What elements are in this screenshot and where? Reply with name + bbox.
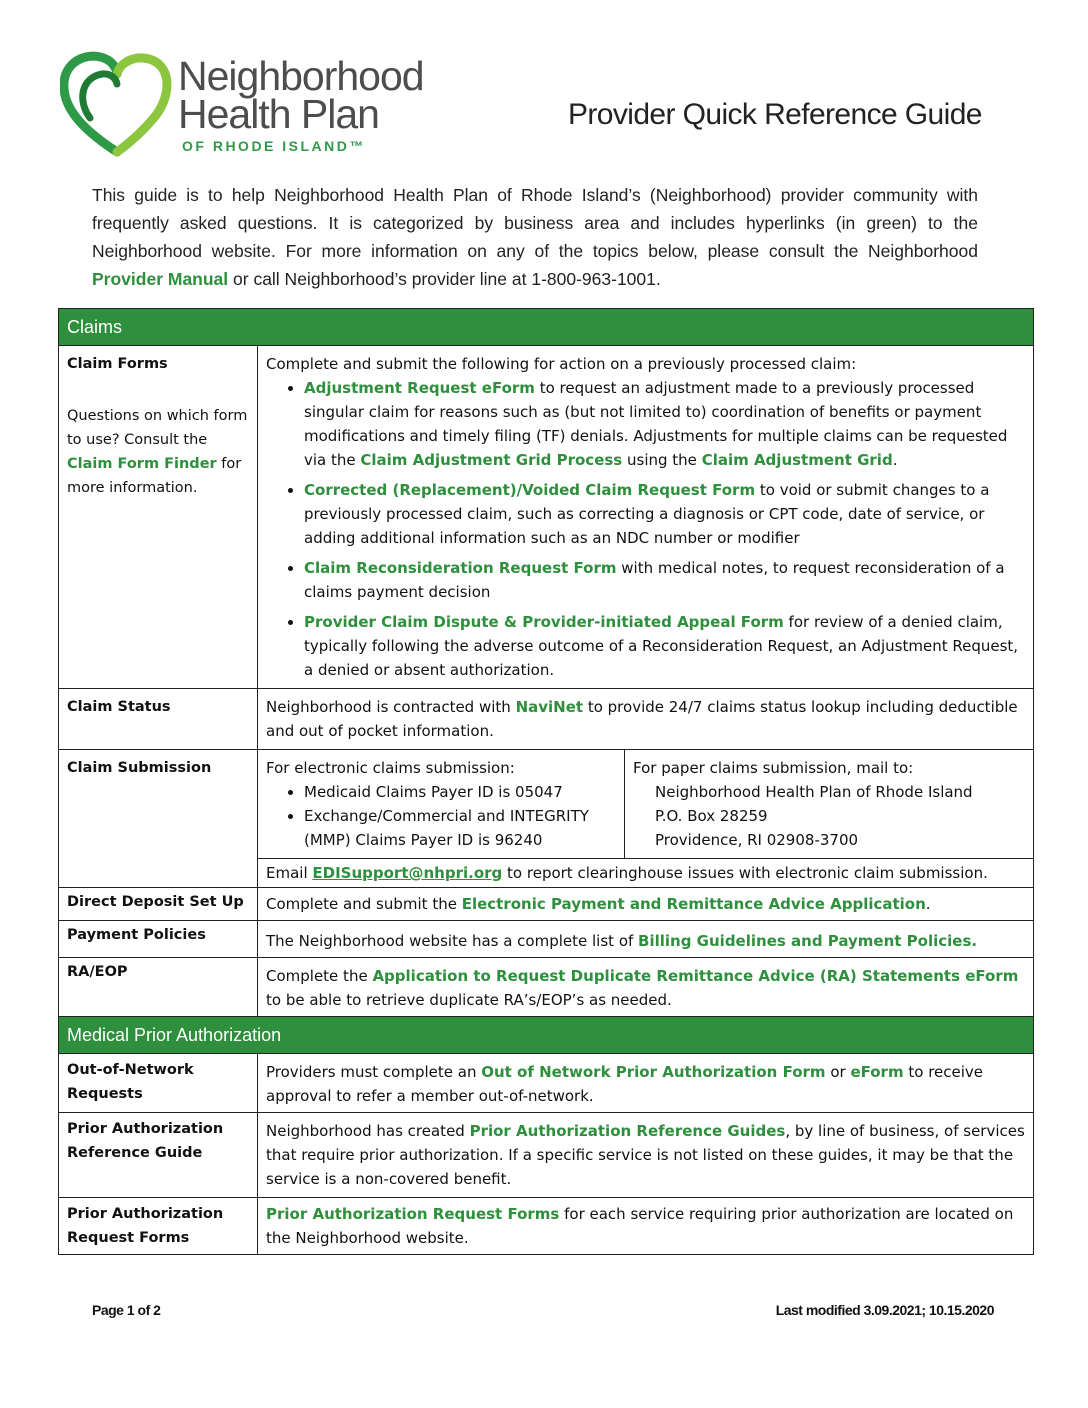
cell-text: to be able to retrieve duplicate RA’s/EOP’s as needed.	[266, 991, 672, 1009]
list-item: • Exchange/Commercial and INTEGRITY (MMP) Claims Payer ID is 96240	[304, 804, 616, 852]
paper-submission	[625, 750, 1033, 858]
note-text-end: for more information.	[67, 456, 242, 496]
cell-text: .	[925, 895, 931, 913]
page-number: Page 1 of 2	[92, 1302, 161, 1318]
table-row	[59, 1113, 1034, 1198]
table-row	[59, 921, 1034, 958]
cell-text: Neighborhood has created	[266, 1122, 470, 1140]
paper-heading: For paper claims submission, mail to:	[633, 759, 914, 777]
table-row	[59, 346, 1034, 689]
page-title: Provider Quick Reference Guide	[568, 98, 982, 131]
claim-forms-note	[67, 404, 249, 500]
payment-policies-content	[258, 921, 1034, 958]
billing-guidelines-link[interactable]: Billing Guidelines and Payment Policies.	[638, 932, 978, 950]
list-item	[304, 478, 1025, 550]
row-label-pa-reference-guide: Prior Authorization Reference Guide	[59, 1113, 258, 1198]
pa-reference-content	[258, 1113, 1034, 1198]
navinet-link[interactable]: NaviNet	[515, 698, 584, 716]
out-of-network-content	[258, 1054, 1034, 1113]
address-line: P.O. Box 28259	[655, 807, 768, 825]
list-item: • Medicaid Claims Payer ID is 05047	[304, 780, 616, 804]
claim-form-finder-link[interactable]: Claim Form Finder	[67, 456, 217, 472]
provider-manual-link[interactable]: Provider Manual	[92, 269, 229, 289]
address-line: Providence, RI 02908-3700	[655, 831, 859, 849]
logo-text-line2: Health Plan	[178, 91, 379, 137]
claim-forms-intro: Complete and submit the following for action on a previously processed claim:	[266, 355, 857, 373]
item-text: .	[892, 451, 898, 469]
intro-text-end: or call Neighborhood’s provider line at 1-800-963-1001.	[228, 269, 661, 289]
duplicate-ra-eform-link[interactable]: Application to Request Duplicate Remittance Advice (RA) Statements eForm	[372, 967, 1019, 985]
intro-text: This guide is to help Neighborhood Health Plan of Rhode Island’s (Neighborhood) provider community with frequently asked questions. It is categorized by business area and includes hyperlinks (in green) to the Neighborhood website. For more information on any of the topics below, please consult the Neighborhood	[92, 185, 978, 261]
section-header-medical-prior-authorization: Medical Prior Authorization	[59, 1017, 1034, 1054]
last-modified: Last modified 3.09.2021; 10.15.2020	[775, 1302, 994, 1318]
email-support-row	[258, 859, 1034, 888]
pa-request-content	[258, 1198, 1034, 1255]
table-row	[59, 1054, 1034, 1113]
cell-text: , by line of business, of services that require prior authorization. If a specific service is not listed on these guides, it may be that the service is a non-covered benefit.	[266, 1122, 1025, 1188]
section-header-claims: Claims	[59, 309, 1034, 346]
electronic-payment-application-link[interactable]: Electronic Payment and Remittance Advice Application	[461, 895, 926, 913]
claim-reconsideration-form-link[interactable]: Claim Reconsideration Request Form	[304, 559, 617, 577]
pa-request-forms-link[interactable]: Prior Authorization Request Forms	[266, 1205, 560, 1223]
out-of-network-pa-form-link[interactable]: Out of Network Prior Authorization Form	[481, 1063, 826, 1081]
table-row	[59, 1198, 1034, 1255]
logo-text-line3: OF RHODE ISLAND™	[182, 138, 366, 154]
table-row	[59, 750, 1034, 859]
row-label-claim-status: Claim Status	[59, 689, 258, 750]
item-text: with medical notes, to request reconsideration of a claims payment decision	[304, 559, 1005, 601]
corrected-claim-form-link[interactable]: Corrected (Replacement)/Voided Claim Request Form	[304, 481, 756, 499]
note-text: Questions on which form to use? Consult the	[67, 408, 248, 448]
cell-text: Complete the	[266, 967, 373, 985]
cell-text: Email	[266, 864, 313, 882]
row-label-ra-eop: RA/EOP	[59, 958, 258, 1017]
cell-text: or	[825, 1063, 851, 1081]
claim-forms-label: Claim Forms	[67, 356, 168, 372]
row-label-payment-policies: Payment Policies	[59, 921, 258, 958]
electronic-submission	[258, 750, 625, 858]
claim-submission-content	[258, 750, 1034, 859]
logo-text-line1: Neighborhood	[178, 53, 424, 99]
intro-paragraph	[92, 181, 978, 293]
item-text: to void or submit changes to a previously processed claim, such as correcting a diagnosis or CPT code, date of service, or adding additional information such as an NDC number or modifier	[304, 481, 990, 547]
cell-text: to report clearinghouse issues with electronic claim submission.	[502, 864, 988, 882]
table-row	[59, 888, 1034, 921]
table-row	[59, 958, 1034, 1017]
row-label-pa-request-forms: Prior Authorization Request Forms	[59, 1198, 258, 1255]
list-item	[304, 376, 1025, 472]
row-label-out-of-network: Out-of-Network Requests	[59, 1054, 258, 1113]
row-label-claim-forms	[59, 346, 258, 689]
cell-text: Neighborhood is contracted with	[266, 698, 516, 716]
cell-text: The Neighborhood website has a complete list of	[266, 932, 639, 950]
row-label-direct-deposit: Direct Deposit Set Up	[59, 888, 258, 921]
direct-deposit-content	[258, 888, 1034, 921]
item-text: for review of a denied claim, typically following the adverse outcome of a Reconsideration Request, an Adjustment Request, a denied or absent authorization.	[304, 613, 1019, 679]
reference-table	[58, 308, 1034, 1255]
logo	[60, 48, 440, 160]
cell-text: Providers must complete an	[266, 1063, 482, 1081]
claim-forms-list	[266, 376, 1025, 682]
claim-forms-content	[258, 346, 1034, 689]
cell-text: for each service requiring prior authorization are located on the Neighborhood website.	[266, 1205, 1014, 1247]
edi-support-email-link[interactable]: EDISupport@nhpri.org	[312, 864, 503, 882]
claim-status-content	[258, 689, 1034, 750]
claim-adjustment-grid-process-link[interactable]: Claim Adjustment Grid Process	[360, 451, 623, 469]
adjustment-request-eform-link[interactable]: Adjustment Request eForm	[304, 379, 535, 397]
table-row	[59, 689, 1034, 750]
list-item	[304, 610, 1025, 682]
claim-dispute-appeal-form-link[interactable]: Provider Claim Dispute & Provider-initiated Appeal Form	[304, 613, 784, 631]
cell-text: to provide 24/7 claims status lookup including deductible and out of pocket information.	[266, 698, 1018, 740]
electronic-heading: For electronic claims submission:	[266, 759, 515, 777]
item-text: using the	[622, 451, 702, 469]
ra-eop-content	[258, 958, 1034, 1017]
claim-adjustment-grid-link[interactable]: Claim Adjustment Grid	[701, 451, 893, 469]
cell-text: to receive approval to refer a member out-of-network.	[266, 1063, 984, 1105]
heart-logo-icon	[60, 48, 175, 160]
payer-id-list	[266, 780, 616, 852]
item-text: to request an adjustment made to a previously processed singular claim for reasons such as (but not limited to) coordination of benefits or payment modifications and timely filing (TF) denials. Adjustments for multiple claims can be requested via the	[304, 379, 1008, 469]
address-line: Neighborhood Health Plan of Rhode Island	[655, 783, 973, 801]
pa-reference-guides-link[interactable]: Prior Authorization Reference Guides	[469, 1122, 786, 1140]
row-label-claim-submission: Claim Submission	[59, 750, 258, 888]
list-item	[304, 556, 1025, 604]
cell-text: Complete and submit the	[266, 895, 462, 913]
out-of-network-eform-link[interactable]: eForm	[850, 1063, 904, 1081]
